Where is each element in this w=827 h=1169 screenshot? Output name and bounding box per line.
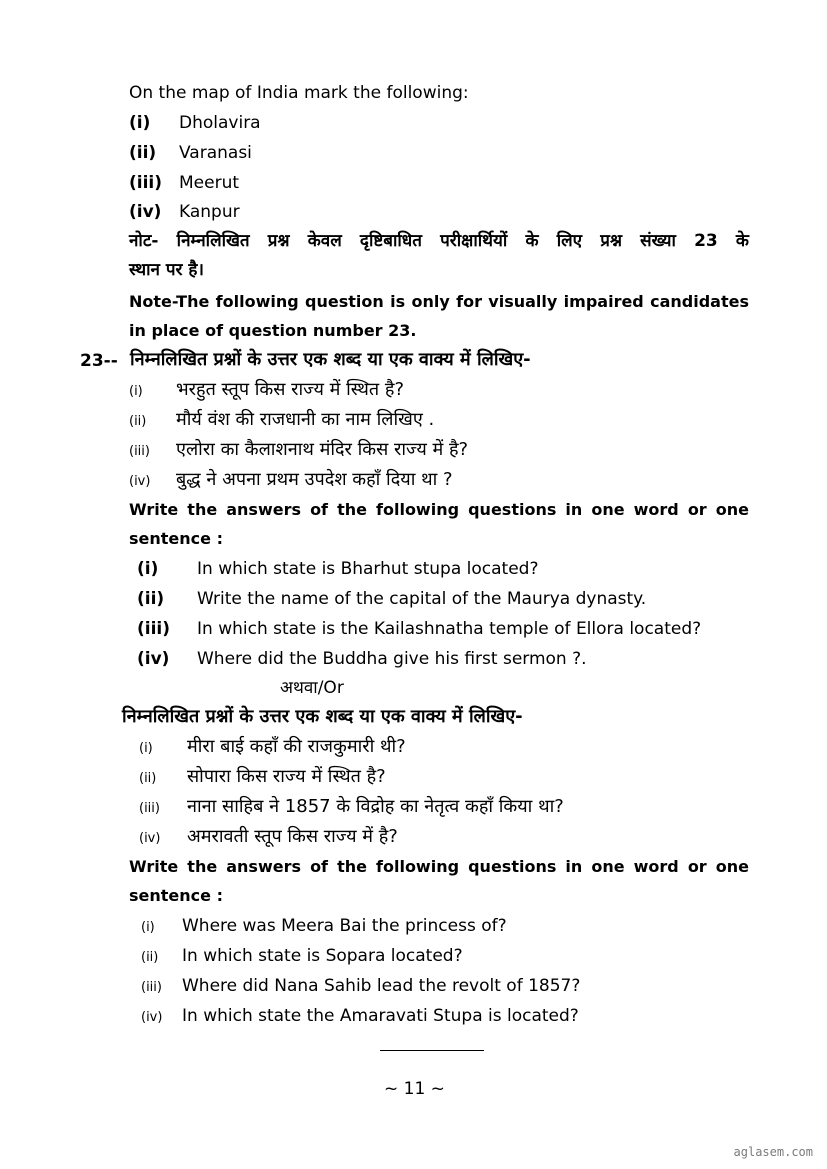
q23-hindi-item bbox=[129, 469, 453, 493]
item-number: (iii) bbox=[137, 619, 171, 639]
item-number: (i) bbox=[137, 559, 159, 579]
note-hindi-line2: स्थान पर है। bbox=[129, 260, 204, 280]
note-english-line1: Note-The following question is only for visually impaired candidates bbox=[129, 292, 749, 311]
or-separator: अथवा/Or bbox=[280, 678, 344, 698]
q23-hindi-item bbox=[129, 409, 434, 433]
item-number: (i) bbox=[139, 741, 153, 756]
q23-hindi-item bbox=[129, 379, 404, 403]
q23-hindi-item bbox=[129, 439, 468, 463]
item-number: (iv) bbox=[139, 831, 161, 846]
q23-english-item bbox=[137, 558, 538, 580]
item-text: मीरा बाई कहाँ की राजकुमारी थी? bbox=[187, 736, 406, 757]
item-number: (iii) bbox=[129, 173, 163, 193]
item-number: (i) bbox=[141, 920, 155, 935]
alt-hindi-prompt: निम्नलिखित प्रश्नों के उत्तर एक शब्द या एक वाक्य में लिखिए- bbox=[122, 706, 523, 727]
item-text: Where was Meera Bai the princess of? bbox=[182, 916, 507, 936]
item-text: सोपारा किस राज्य में स्थित है? bbox=[187, 766, 386, 787]
question-number: 23-- bbox=[80, 351, 118, 371]
item-text: Dholavira bbox=[179, 113, 261, 133]
item-number: (iv) bbox=[141, 1010, 163, 1025]
q23-english-prompt-line2: sentence : bbox=[129, 529, 223, 548]
watermark-footer: aglasem.com bbox=[733, 1145, 813, 1159]
item-text: In which state is the Kailashnatha temple of Ellora located? bbox=[197, 619, 702, 639]
item-text: In which state is Sopara located? bbox=[182, 946, 463, 966]
item-number: (iii) bbox=[141, 980, 162, 995]
item-number: (ii) bbox=[129, 143, 157, 163]
item-number: (ii) bbox=[141, 950, 159, 965]
item-number: (ii) bbox=[139, 771, 157, 786]
alt-english-item bbox=[141, 1005, 579, 1029]
item-text: Varanasi bbox=[179, 143, 252, 163]
item-number: (iv) bbox=[137, 649, 170, 669]
item-text: बुद्ध ने अपना प्रथम उपदेश कहाँ दिया था ? bbox=[176, 469, 453, 490]
map-item bbox=[129, 142, 252, 164]
item-number: (i) bbox=[129, 384, 143, 399]
note-hindi-line1: नोट- निम्नलिखित प्रश्न केवल दृष्टिबाधित परीक्षार्थियों के लिए प्रश्न संख्या 23 के bbox=[129, 231, 749, 251]
item-text: अमरावती स्तूप किस राज्य में है? bbox=[187, 826, 398, 847]
map-intro: On the map of India mark the following: bbox=[129, 83, 469, 103]
q23-english-item bbox=[137, 648, 587, 670]
alt-hindi-item bbox=[139, 796, 564, 820]
item-number: (i) bbox=[129, 113, 151, 133]
item-text: भरहुत स्तूप किस राज्य में स्थित है? bbox=[176, 379, 405, 400]
item-number: (iv) bbox=[129, 202, 162, 222]
alt-hindi-item bbox=[139, 736, 406, 760]
alt-english-prompt-line2: sentence : bbox=[129, 886, 223, 905]
item-text: एलोरा का कैलाशनाथ मंदिर किस राज्य में है? bbox=[176, 439, 469, 460]
item-text: Kanpur bbox=[179, 202, 240, 222]
map-item bbox=[129, 112, 261, 134]
note-english-line2: in place of question number 23. bbox=[129, 321, 417, 340]
q23-english-prompt-line1: Write the answers of the following questions in one word or one bbox=[129, 500, 749, 519]
item-text: Meerut bbox=[179, 173, 240, 193]
alt-english-prompt-line1: Write the answers of the following questions in one word or one bbox=[129, 857, 749, 876]
alt-english-item bbox=[141, 945, 463, 969]
page-number: ~ 11 ~ bbox=[384, 1079, 445, 1099]
item-text: नाना साहिब ने 1857 के विद्रोह का नेतृत्व कहाँ किया था? bbox=[187, 796, 564, 817]
item-text: Where did Nana Sahib lead the revolt of 1857? bbox=[182, 976, 581, 996]
q23-hindi-prompt: निम्नलिखित प्रश्नों के उत्तर एक शब्द या एक वाक्य में लिखिए- bbox=[130, 349, 531, 370]
item-number: (ii) bbox=[137, 589, 165, 609]
item-text: Where did the Buddha give his first sermon ?. bbox=[197, 649, 587, 669]
item-text: मौर्य वंश की राजधानी का नाम लिखिए . bbox=[176, 409, 435, 430]
alt-hindi-item bbox=[139, 766, 386, 790]
item-number: (iii) bbox=[139, 801, 160, 816]
end-rule bbox=[380, 1050, 484, 1051]
item-number: (ii) bbox=[129, 414, 147, 429]
item-text: Write the name of the capital of the Maurya dynasty. bbox=[197, 589, 647, 609]
alt-english-item bbox=[141, 915, 507, 939]
item-number: (iv) bbox=[129, 474, 151, 489]
alt-hindi-item bbox=[139, 826, 398, 850]
q23-english-item bbox=[137, 588, 646, 610]
item-number: (iii) bbox=[129, 444, 150, 459]
alt-english-item bbox=[141, 975, 580, 999]
item-text: In which state is Bharhut stupa located? bbox=[197, 559, 539, 579]
q23-english-item bbox=[137, 618, 701, 640]
map-item bbox=[129, 172, 239, 194]
map-item bbox=[129, 201, 240, 223]
item-text: In which state the Amaravati Stupa is located? bbox=[182, 1006, 579, 1026]
